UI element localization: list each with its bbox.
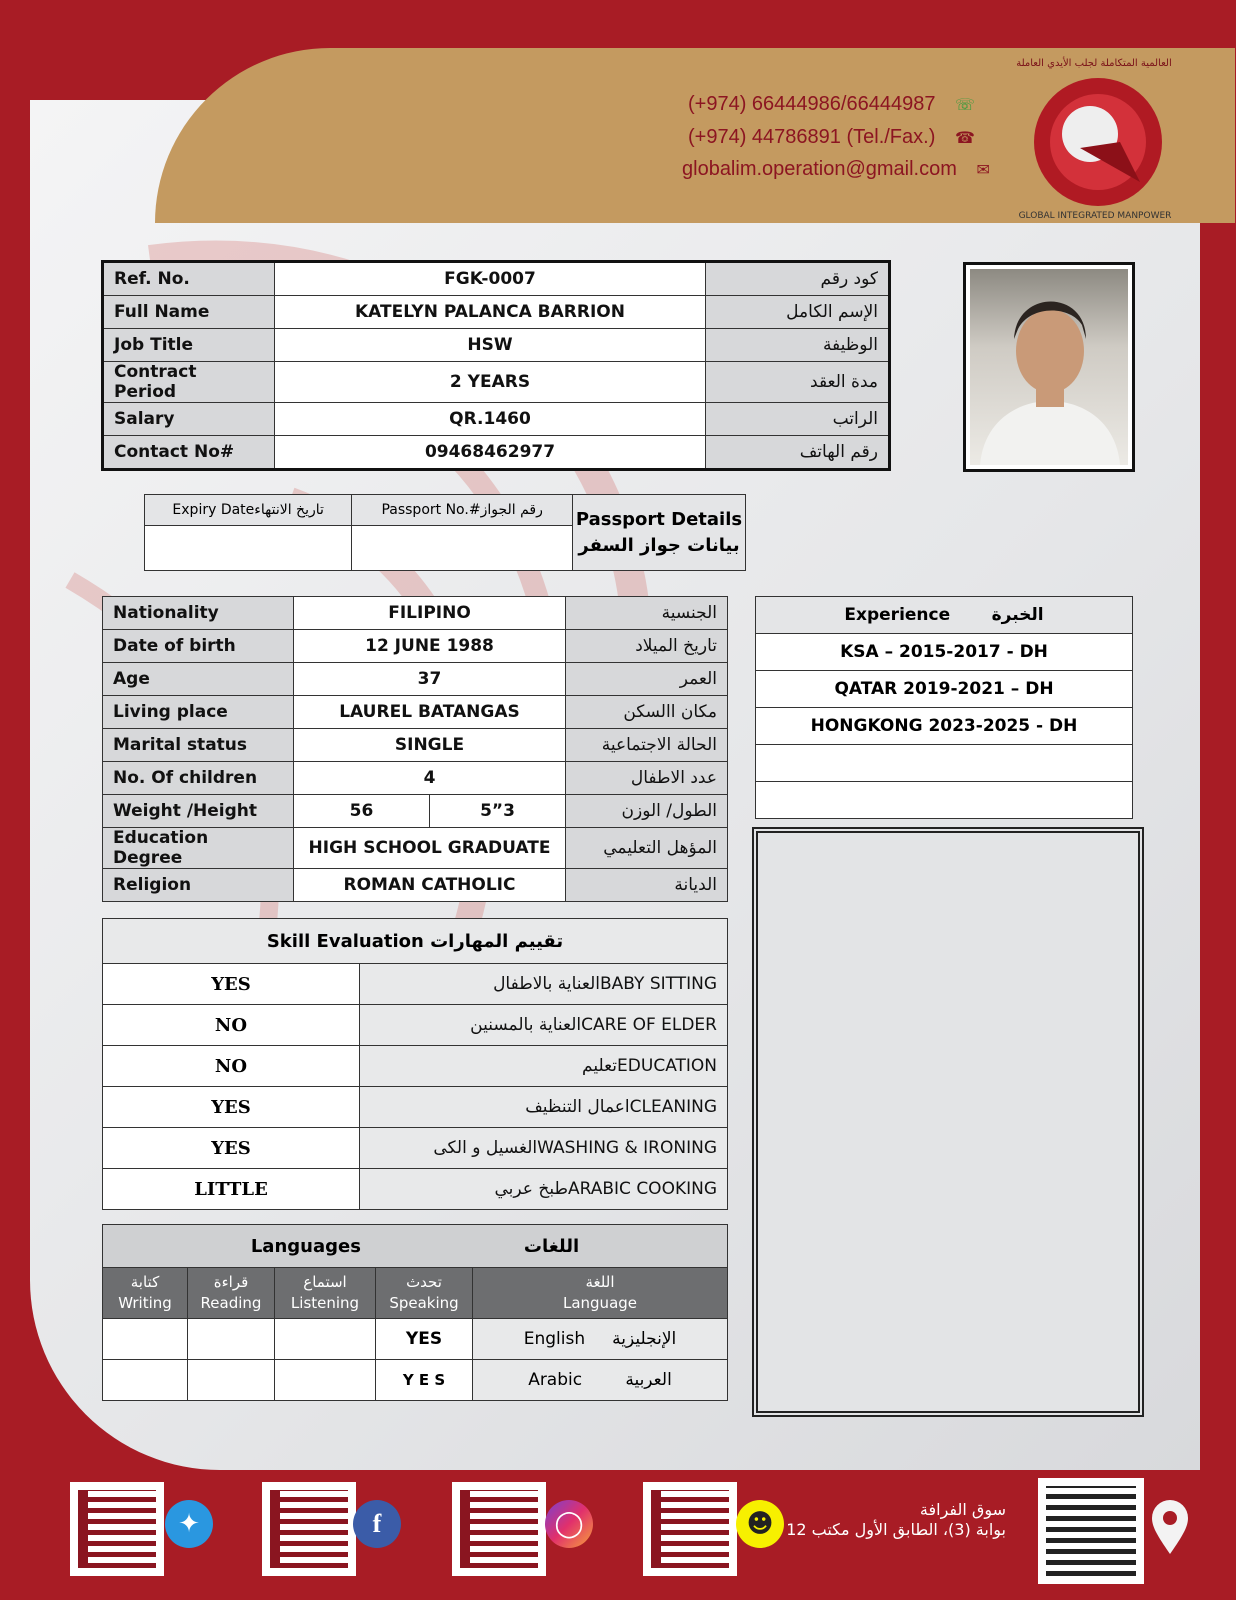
- writing-column-header: كتابة Writing: [103, 1268, 188, 1319]
- table-row: [103, 1005, 728, 1046]
- office-address: [786, 1500, 1006, 1540]
- religion-value: ROMAN CATHOLIC: [294, 869, 566, 902]
- living-label-ar: مكان االسكن: [566, 696, 728, 729]
- education-label: Education Degree: [103, 828, 294, 869]
- logo-arabic-text: العالمية المتكاملة لجلب الأيدي العاملة: [1016, 58, 1172, 69]
- company-logo: [1010, 52, 1180, 222]
- experience-item: QATAR 2019-2021 – DH: [756, 671, 1133, 708]
- facebook-qr-code[interactable]: [262, 1482, 356, 1576]
- contract-label: Contract Period: [103, 362, 275, 403]
- experience-title-en: Experience: [844, 605, 951, 625]
- table-row: [103, 597, 728, 630]
- marital-value: SINGLE: [294, 729, 566, 762]
- skill-label: العناية بالمسنينCARE OF ELDER: [360, 1005, 728, 1046]
- table-row: [103, 436, 890, 470]
- ref-label-ar: كود رقم: [706, 262, 890, 296]
- living-value: LAUREL BATANGAS: [294, 696, 566, 729]
- arabic-language-name: Arabic العربية: [473, 1360, 728, 1401]
- experience-item: HONGKONG 2023-2025 - DH: [756, 708, 1133, 745]
- weight-value: 56: [294, 795, 430, 828]
- address-line-1: سوق الفرافة: [919, 1500, 1006, 1519]
- marital-label: Marital status: [103, 729, 294, 762]
- table-row: [103, 1046, 728, 1087]
- email-text[interactable]: globalim.operation@gmail.com: [682, 158, 957, 180]
- location-pin-icon: [1150, 1500, 1190, 1556]
- twitter-icon[interactable]: ✦: [165, 1500, 213, 1548]
- job-label: Job Title: [103, 329, 275, 362]
- snapchat-icon[interactable]: ☻: [736, 1500, 784, 1548]
- ref-value: FGK-0007: [275, 262, 706, 296]
- languages-title-ar: اللغات: [523, 1235, 580, 1257]
- passport-title-en: Passport Details: [575, 508, 743, 530]
- skill-label: طبخ عربيARABIC COOKING: [360, 1169, 728, 1210]
- salary-value: QR.1460: [275, 403, 706, 436]
- arabic-speaking-value: Y E S: [376, 1360, 473, 1401]
- skill-value: YES: [103, 964, 360, 1005]
- experience-header: [756, 597, 1133, 634]
- children-label-ar: عدد الاطفال: [566, 762, 728, 795]
- skill-label: الغسيل و الكىWASHING & IRONING: [360, 1128, 728, 1169]
- passport-details-title: [573, 495, 746, 571]
- logo-english-text: GLOBAL INTEGRATED MANPOWER: [1018, 211, 1172, 221]
- contract-value: 2 YEARS: [275, 362, 706, 403]
- name-value: KATELYN PALANCA BARRION: [275, 296, 706, 329]
- contact-label: Contact No#: [103, 436, 275, 470]
- skill-value: YES: [103, 1128, 360, 1169]
- main-info-table: [101, 260, 891, 471]
- full-body-photo-frame: [752, 827, 1144, 1417]
- education-label-ar: المؤهل التعليمي: [566, 828, 728, 869]
- languages-title-en: Languages: [250, 1235, 361, 1257]
- email-contact: [682, 158, 990, 181]
- passport-title-ar: بيانات جواز السفر: [578, 534, 740, 556]
- contact-value: 09468462977: [275, 436, 706, 470]
- skill-value: NO: [103, 1005, 360, 1046]
- height-value: 5”3: [430, 795, 566, 828]
- skill-evaluation-table: [102, 918, 728, 1210]
- english-speaking-value: YES: [376, 1319, 473, 1360]
- location-qr-code[interactable]: [1038, 1478, 1144, 1584]
- skill-value: LITTLE: [103, 1169, 360, 1210]
- dob-label-ar: تاريخ الميلاد: [566, 630, 728, 663]
- nationality-label-ar: الجنسية: [566, 597, 728, 630]
- skill-value: YES: [103, 1087, 360, 1128]
- job-label-ar: الوظيفة: [706, 329, 890, 362]
- experience-table: [755, 596, 1133, 819]
- table-row: [103, 403, 890, 436]
- facebook-icon[interactable]: f: [353, 1500, 401, 1548]
- table-row: [103, 663, 728, 696]
- children-value: 4: [294, 762, 566, 795]
- job-value: HSW: [275, 329, 706, 362]
- speaking-column-header: تحدث Speaking: [376, 1268, 473, 1319]
- children-label: No. Of children: [103, 762, 294, 795]
- nationality-label: Nationality: [103, 597, 294, 630]
- twitter-qr-code[interactable]: [70, 1482, 164, 1576]
- table-row: [103, 262, 890, 296]
- age-value: 37: [294, 663, 566, 696]
- table-row: [103, 964, 728, 1005]
- languages-title: [103, 1225, 728, 1268]
- weight-height-label: Weight /Height: [103, 795, 294, 828]
- table-row: [103, 1319, 728, 1360]
- skill-evaluation-title: Skill Evaluation تقييم المهارات: [103, 919, 728, 964]
- religion-label: Religion: [103, 869, 294, 902]
- passport-number-value: [352, 526, 573, 571]
- skill-label: تعليمEDUCATION: [360, 1046, 728, 1087]
- table-row: [103, 329, 890, 362]
- marital-label-ar: الحالة الاجتماعية: [566, 729, 728, 762]
- whatsapp-icon: ☏: [955, 97, 976, 114]
- languages-table: [102, 1224, 728, 1401]
- salary-label-ar: الراتب: [706, 403, 890, 436]
- table-row: [103, 1087, 728, 1128]
- table-row: [103, 869, 728, 902]
- experience-item: KSA – 2015-2017 - DH: [756, 634, 1133, 671]
- experience-title-ar: الخبرة: [991, 605, 1044, 625]
- footer: [0, 1470, 1236, 1600]
- table-row: [103, 1360, 728, 1401]
- name-label-ar: الإسم الكامل: [706, 296, 890, 329]
- reading-column-header: قراءة Reading: [188, 1268, 275, 1319]
- experience-item: [756, 782, 1133, 819]
- age-label: Age: [103, 663, 294, 696]
- education-value: HIGH SCHOOL GRADUATE: [294, 828, 566, 869]
- mail-icon: ✉: [976, 162, 990, 179]
- table-row: [103, 1128, 728, 1169]
- table-row: [103, 630, 728, 663]
- mobile-phone-text: (+974) 66444986/66444987: [688, 93, 936, 115]
- nationality-value: FILIPINO: [294, 597, 566, 630]
- mobile-contact: [688, 93, 975, 116]
- instagram-icon[interactable]: ◯: [545, 1500, 593, 1548]
- expiry-date-value: [145, 526, 352, 571]
- table-row: [103, 296, 890, 329]
- contract-label-ar: مدة العقد: [706, 362, 890, 403]
- skill-label: اعمال التنظيفCLEANING: [360, 1087, 728, 1128]
- snapchat-qr-code[interactable]: [643, 1482, 737, 1576]
- table-row: [103, 795, 728, 828]
- skill-label: العناية بالاطفالBABY SITTING: [360, 964, 728, 1005]
- living-label: Living place: [103, 696, 294, 729]
- address-line-2: بوابة (3)، الطابق الأول مكتب 12: [786, 1520, 1006, 1539]
- listening-column-header: استماع Listening: [275, 1268, 376, 1319]
- tel-phone-text: (+974) 44786891 (Tel./Fax.): [688, 126, 936, 148]
- table-row: [103, 729, 728, 762]
- name-label: Full Name: [103, 296, 275, 329]
- religion-label-ar: الديانة: [566, 869, 728, 902]
- instagram-qr-code[interactable]: [452, 1482, 546, 1576]
- weight-height-label-ar: الطول/ الوزن: [566, 795, 728, 828]
- experience-item: [756, 745, 1133, 782]
- salary-label: Salary: [103, 403, 275, 436]
- contact-label-ar: رقم الهاتف: [706, 436, 890, 470]
- personal-details-table: [102, 596, 728, 902]
- ref-label: Ref. No.: [103, 262, 275, 296]
- age-label-ar: العمر: [566, 663, 728, 696]
- table-row: [103, 762, 728, 795]
- language-column-header: اللغة Language: [473, 1268, 728, 1319]
- dob-label: Date of birth: [103, 630, 294, 663]
- table-row: [103, 362, 890, 403]
- dob-value: 12 JUNE 1988: [294, 630, 566, 663]
- table-row: [103, 828, 728, 869]
- passport-table: [144, 494, 746, 571]
- table-row: [103, 1169, 728, 1210]
- skill-value: NO: [103, 1046, 360, 1087]
- expiry-date-header: Expiry Dateتاريخ الانتهاء: [145, 495, 352, 526]
- applicant-photo: [963, 262, 1135, 472]
- tel-contact: [688, 126, 975, 149]
- table-row: [103, 696, 728, 729]
- phone-icon: ☎: [954, 130, 975, 147]
- passport-number-header: Passport No.#رقم الجواز: [352, 495, 573, 526]
- portrait-image: [970, 269, 1128, 465]
- english-language-name: English الإنجليزية: [473, 1319, 728, 1360]
